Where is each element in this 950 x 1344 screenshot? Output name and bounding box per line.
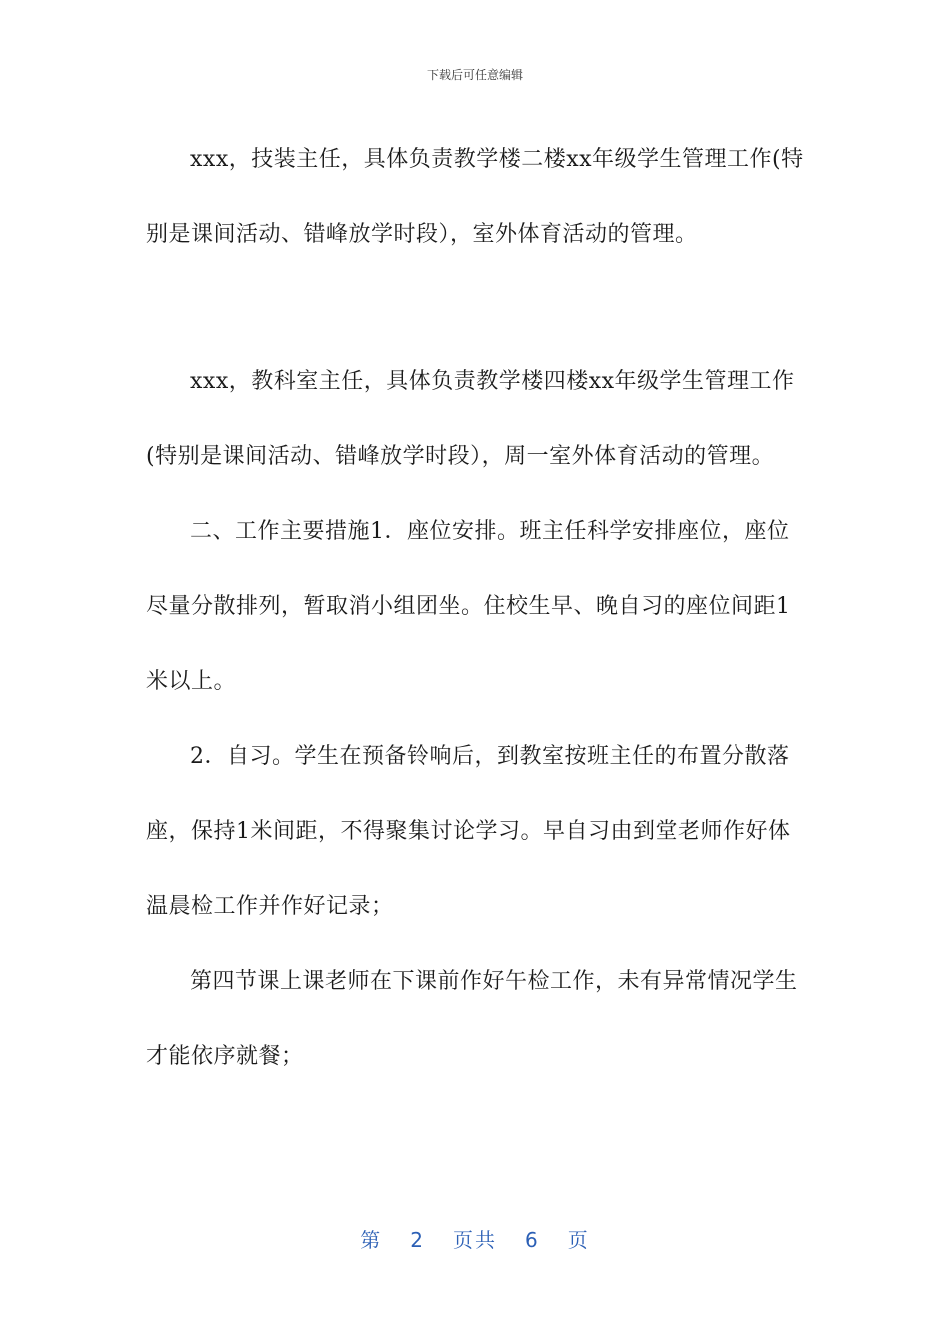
- page-header-note: 下载后可任意编辑: [426, 68, 523, 82]
- page-number-footer: [0, 1224, 950, 1253]
- footer-suffix: 页: [567, 1228, 590, 1252]
- paragraph-4: 2．自习。学生在预备铃响后，到教室按班主任的布置分散落座，保持1米间距，不得聚集讨论学习。早自习由到堂老师作好体温晨检工作并作好记录；: [146, 744, 791, 919]
- paragraph-1: xxx，技装主任，具体负责教学楼二楼xx年级学生管理工作(特别是课间活动、错峰放学时段），室外体育活动的管理。: [146, 147, 804, 247]
- current-page-number: 2: [410, 1228, 425, 1252]
- document-body: [146, 122, 806, 1094]
- total-page-number: 6: [525, 1228, 540, 1252]
- paragraph-3: 二、工作主要措施1．座位安排。班主任科学安排座位，座位尽量分散排列，暂取消小组团坐。住校生早、晚自习的座位间距1米以上。: [146, 519, 791, 694]
- paragraph-2: xxx，教科室主任，具体负责教学楼四楼xx年级学生管理工作(特别是课间活动、错峰放学时段），周一室外体育活动的管理。: [146, 369, 795, 469]
- footer-middle: 页共: [453, 1228, 497, 1252]
- paragraph-gap: [146, 272, 806, 344]
- footer-prefix: 第: [360, 1228, 383, 1252]
- paragraph-5: 第四节课上课老师在下课前作好午检工作，未有异常情况学生才能依序就餐；: [146, 969, 798, 1069]
